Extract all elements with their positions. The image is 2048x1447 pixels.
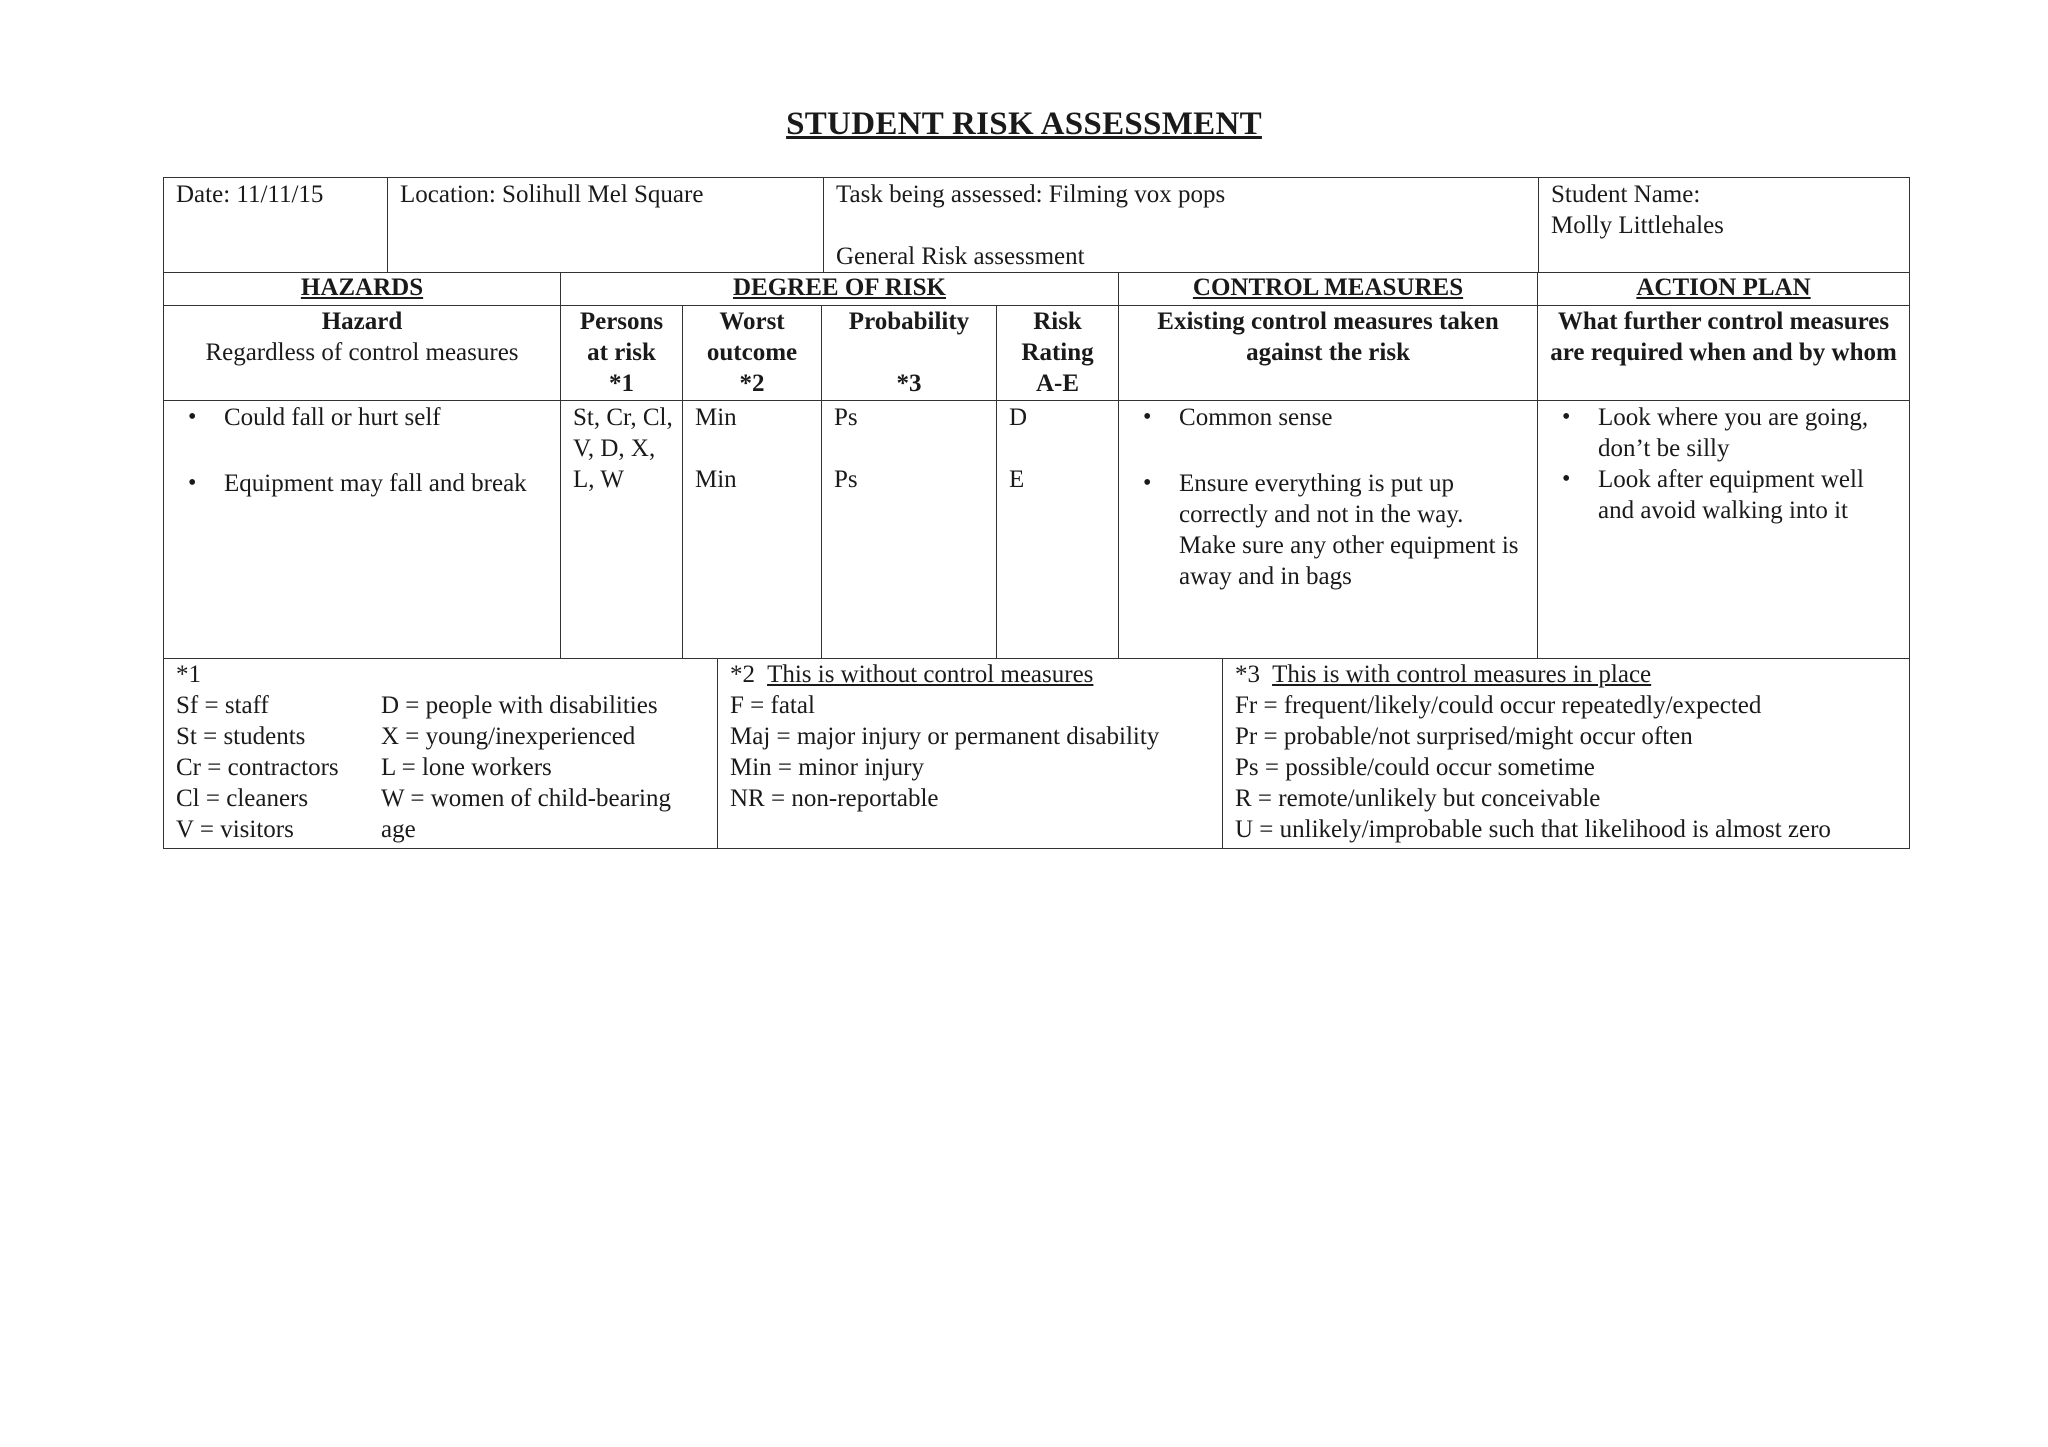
section-degree-of-risk: DEGREE OF RISK [561, 273, 1119, 305]
further-controls-cell [1538, 400, 1910, 658]
student-name-value: Molly Littlehales [1551, 212, 1724, 239]
location-cell [388, 178, 824, 273]
existing-control-item: • Common sense [1131, 402, 1525, 433]
legend-code: age [381, 815, 416, 843]
rating-value: D [1009, 403, 1028, 431]
legend-code: St = students [176, 722, 306, 750]
legend-code: NR = non-reportable [730, 784, 939, 812]
legend-code: X = young/inexperienced [381, 722, 636, 750]
student-name-label: Student Name: [1551, 181, 1701, 208]
legend-outcome [718, 659, 1223, 849]
legend-code: Min = minor injury [730, 753, 924, 781]
legend-code: W = women of child-bearing [381, 784, 671, 812]
task-field: Task being assessed: Filming vox pops [836, 181, 1226, 208]
date-field: Date: 11/11/15 [176, 181, 324, 208]
hazard-item: • Could fall or hurt self [176, 402, 548, 433]
col-worst-line3: *2 [739, 369, 765, 397]
legend-code: Maj = major injury or permanent disability [730, 722, 1160, 750]
assessment-table [163, 273, 1910, 659]
section-action-plan: ACTION PLAN [1538, 273, 1910, 305]
general-assessment-label: General Risk assessment [836, 243, 1085, 270]
col-rating-line3: A-E [1035, 369, 1080, 397]
info-table [163, 177, 1910, 273]
legend-outcome-prefix: *2 [730, 660, 755, 688]
legend-code: D = people with disabilities [381, 691, 658, 719]
legend-outcome-heading [730, 659, 1210, 690]
risk-rating-cell [997, 400, 1119, 658]
col-persons-at-risk [561, 305, 683, 400]
legend-code: Pr = probable/not surprised/might occur often [1235, 722, 1693, 750]
legend-probability [1223, 659, 1910, 849]
col-hazard [164, 305, 561, 400]
legend-persons-heading: *1 [176, 660, 201, 688]
legend-code: Fr = frequent/likely/could occur repeatedly/expected [1235, 691, 1762, 719]
further-control-item: • Look where you are going, don’t be silly [1550, 402, 1897, 464]
legend-probability-title: This is with control measures in place [1272, 660, 1652, 688]
probability-cell [822, 400, 997, 658]
legend-code: L = lone workers [381, 753, 552, 781]
persons-cell: St, Cr, Cl, V, D, X, L, W [561, 400, 683, 658]
col-worst-line2: outcome [706, 338, 798, 366]
hazard-item: • Equipment may fall and break [176, 468, 548, 499]
probability-value: Ps [834, 465, 858, 493]
col-worst-outcome [683, 305, 822, 400]
legend-code: V = visitors [176, 815, 294, 843]
legend-code: Cr = contractors [176, 753, 339, 781]
page-title: STUDENT RISK ASSESSMENT [786, 106, 1262, 142]
col-probability-line1: Probability [848, 307, 970, 335]
further-control-item: • Look after equipment well and avoid walking into it [1550, 464, 1897, 526]
col-further-controls: What further control measures are required when and by whom [1538, 305, 1910, 400]
col-persons-line3: *1 [609, 369, 634, 397]
col-worst-line1: Worst [719, 307, 785, 335]
rating-value: E [1009, 465, 1025, 493]
col-existing-controls: Existing control measures taken against the risk [1119, 305, 1538, 400]
probability-value: Ps [834, 403, 858, 431]
legend-code: Sf = staff [176, 691, 269, 719]
worst-outcome-cell [683, 400, 822, 658]
col-probability [822, 305, 997, 400]
legend-persons [164, 659, 718, 849]
legend-probability-heading [1235, 659, 1897, 690]
col-rating-line1: Risk [1033, 307, 1082, 335]
col-persons-line1: Persons [579, 307, 664, 335]
hazards-cell [164, 400, 561, 658]
legend-code: Cl = cleaners [176, 784, 309, 812]
worst-value: Min [695, 465, 737, 493]
col-risk-rating [997, 305, 1119, 400]
legend-code: Ps = possible/could occur sometime [1235, 753, 1595, 781]
student-cell [1539, 178, 1910, 273]
task-cell [824, 178, 1539, 273]
existing-controls-cell [1119, 400, 1538, 658]
section-control-measures: CONTROL MEASURES [1119, 273, 1538, 305]
risk-assessment-form [163, 177, 1909, 849]
col-hazard-subtitle: Regardless of control measures [205, 338, 519, 366]
col-hazard-title: Hazard [321, 307, 403, 335]
legend-probability-prefix: *3 [1235, 660, 1260, 688]
legend-code: F = fatal [730, 691, 815, 719]
worst-value: Min [695, 403, 737, 431]
col-rating-line2: Rating [1021, 338, 1094, 366]
existing-control-item: • Ensure everything is put up correctly and not in the way. Make sure any other equipment is away and in bags [1131, 468, 1525, 592]
legend-table [163, 659, 1910, 850]
col-persons-line2: at risk [587, 338, 656, 366]
section-hazards: HAZARDS [164, 273, 561, 305]
col-probability-line3: *3 [896, 369, 922, 397]
legend-code: U = unlikely/improbable such that likelihood is almost zero [1235, 815, 1831, 843]
date-cell [164, 178, 388, 273]
legend-outcome-title: This is without control measures [767, 660, 1094, 688]
legend-code: R = remote/unlikely but conceivable [1235, 784, 1601, 812]
location-field: Location: Solihull Mel Square [400, 181, 704, 208]
